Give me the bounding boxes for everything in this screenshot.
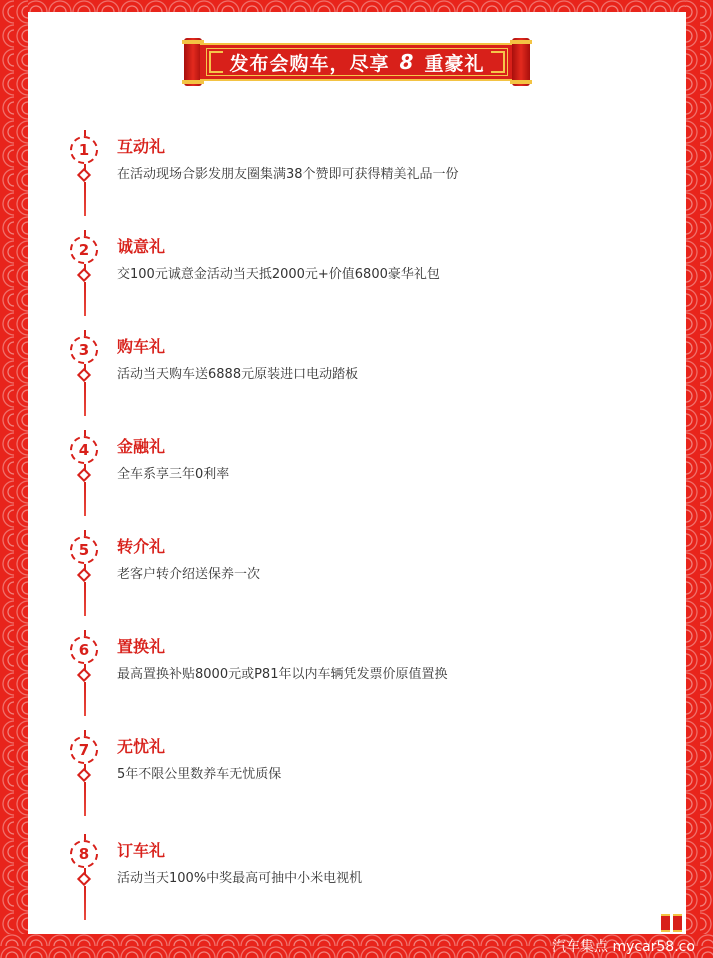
gift-title: 置换礼 <box>117 637 166 656</box>
gift-number: 1 <box>70 136 98 164</box>
gift-number: 3 <box>70 336 98 364</box>
banner-number: 8 <box>399 50 415 74</box>
gift-number: 4 <box>70 436 98 464</box>
gift-item-4 <box>62 430 622 520</box>
chinese-knot-icon <box>62 530 108 620</box>
watermark: 汽车集点 mycar58.co <box>552 939 695 955</box>
gift-desc: 最高置换补贴8000元或P81年以内车辆凭发票价原值置换 <box>117 667 448 682</box>
scroll-right-icon <box>512 38 530 86</box>
gift-title: 购车礼 <box>117 337 166 356</box>
gift-item-6 <box>62 630 622 720</box>
chinese-knot-icon <box>62 630 108 720</box>
chinese-knot-icon <box>62 230 108 320</box>
gift-title: 互动礼 <box>117 137 166 156</box>
frame-right <box>686 0 713 958</box>
banner-body <box>200 43 514 81</box>
gift-desc: 全车系享三年0利率 <box>117 467 230 482</box>
gift-desc: 活动当天购车送6888元原装进口电动踏板 <box>117 367 359 382</box>
frame-top <box>0 0 713 12</box>
gift-item-5 <box>62 530 622 620</box>
gift-title: 无忧礼 <box>117 737 166 756</box>
banner-suffix: 重豪礼 <box>424 52 485 75</box>
gift-number: 8 <box>70 840 98 868</box>
gift-number: 2 <box>70 236 98 264</box>
gift-title: 订车礼 <box>117 841 166 860</box>
gift-item-3 <box>62 330 622 420</box>
banner-title <box>200 45 514 79</box>
gift-desc: 活动当天100%中奖最高可抽中小米电视机 <box>117 871 363 886</box>
gift-number: 5 <box>70 536 98 564</box>
gift-desc: 交100元诚意金活动当天抵2000元+价值6800豪华礼包 <box>117 267 440 282</box>
gift-item-7 <box>62 730 622 820</box>
chinese-knot-icon <box>62 330 108 420</box>
chinese-knot-icon <box>62 130 108 220</box>
gift-title: 诚意礼 <box>117 237 166 256</box>
chinese-knot-icon <box>62 730 108 820</box>
title-banner <box>184 38 530 86</box>
gift-title: 转介礼 <box>117 537 166 556</box>
gift-desc: 老客户转介绍送保养一次 <box>117 567 261 582</box>
gift-desc: 在活动现场合影发朋友圈集满38个赞即可获得精美礼品一份 <box>117 167 459 182</box>
frame-left <box>0 0 28 958</box>
gift-title: 金融礼 <box>117 437 166 456</box>
chinese-knot-icon <box>62 834 108 924</box>
gift-item-8 <box>62 834 622 924</box>
chinese-knot-icon <box>62 430 108 520</box>
gift-item-1 <box>62 130 622 220</box>
gift-number: 6 <box>70 636 98 664</box>
lantern-icon <box>661 914 683 934</box>
banner-prefix: 发布会购车，尽享 <box>229 52 390 75</box>
gift-item-2 <box>62 230 622 320</box>
gift-desc: 5年不限公里数养车无忧质保 <box>117 767 282 782</box>
gift-number: 7 <box>70 736 98 764</box>
